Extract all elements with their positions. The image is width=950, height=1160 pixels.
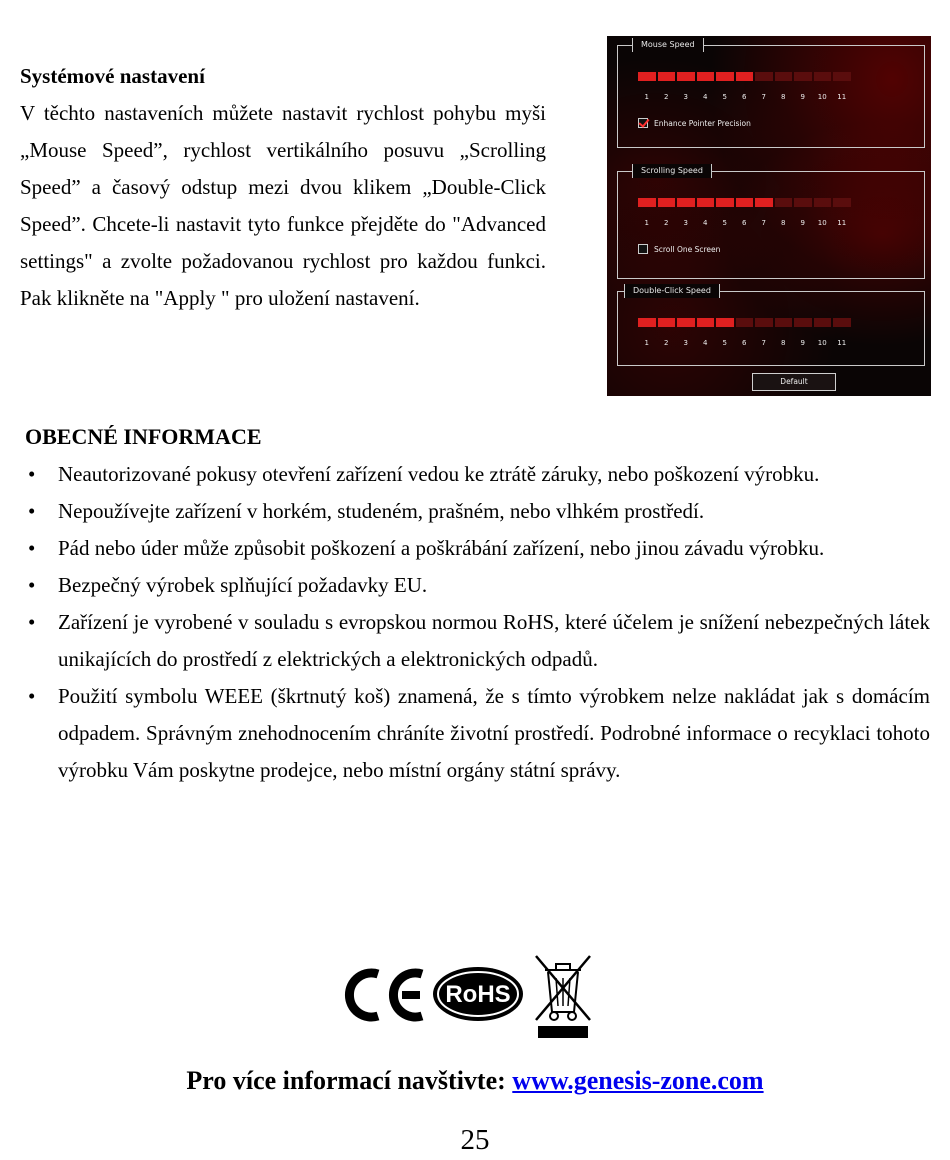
slider-segment[interactable]	[736, 72, 754, 81]
tick-label: 4	[703, 339, 708, 347]
tick-label: 9	[800, 93, 805, 101]
slider-segment[interactable]	[716, 318, 734, 327]
website-link[interactable]: www.genesis-zone.com	[512, 1066, 764, 1095]
tick-label: 11	[837, 339, 847, 347]
slider-segment[interactable]	[775, 198, 793, 207]
slider-segment[interactable]	[736, 198, 754, 207]
slider-segment[interactable]	[677, 72, 695, 81]
system-settings-title: Systémové nastavení	[20, 64, 205, 88]
info-list-item	[20, 456, 930, 493]
system-settings-section	[20, 58, 546, 317]
mouse-speed-slider[interactable]	[638, 72, 851, 81]
tick-label: 1	[644, 93, 649, 101]
tick-label: 4	[703, 219, 708, 227]
ce-mark-icon	[340, 966, 428, 1024]
tick-label: 5	[722, 219, 727, 227]
slider-segment[interactable]	[755, 72, 773, 81]
tick-label: 2	[664, 219, 669, 227]
tick-label: 9	[800, 219, 805, 227]
tick-label: 4	[703, 93, 708, 101]
slider-segment[interactable]	[638, 198, 656, 207]
general-info-list	[20, 456, 930, 789]
slider-segment[interactable]	[833, 198, 851, 207]
rohs-logo-icon	[432, 966, 524, 1022]
bullet-icon: •	[28, 536, 36, 560]
slider-segment[interactable]	[794, 72, 812, 81]
slider-segment[interactable]	[638, 72, 656, 81]
slider-segment[interactable]	[658, 318, 676, 327]
slider-segment[interactable]	[833, 72, 851, 81]
footer-visit	[0, 1066, 950, 1096]
slider-segment[interactable]	[677, 318, 695, 327]
scroll-one-screen-label: Scroll One Screen	[654, 244, 721, 254]
scrolling-speed-ticks	[638, 219, 851, 227]
slider-segment[interactable]	[697, 72, 715, 81]
tick-label: 2	[664, 339, 669, 347]
slider-segment[interactable]	[697, 318, 715, 327]
tick-label: 7	[761, 339, 766, 347]
rohs-logo-text	[340, 950, 341, 951]
svg-text:RoHS: RoHS	[445, 981, 511, 1008]
slider-segment[interactable]	[658, 72, 676, 81]
tick-label: 6	[742, 339, 747, 347]
tick-label: 3	[683, 93, 688, 101]
slider-segment[interactable]	[775, 318, 793, 327]
scroll-one-screen-option[interactable]	[638, 244, 720, 254]
info-list-item	[20, 604, 930, 678]
tick-label: 8	[781, 93, 786, 101]
info-item-text: Použití symbolu WEEE (škrtnutý koš) znamená, že s tímto výrobkem nelze nakládat jak s domácím odpadem. Správným znehodnocením chráníte životní prostředí. Podrobné informace o recyklaci tohoto výrobku Vám poskytne prodejce, nebo místní orgány státní správy.	[58, 684, 930, 782]
slider-segment[interactable]	[755, 198, 773, 207]
tick-label: 5	[722, 93, 727, 101]
slider-segment[interactable]	[794, 318, 812, 327]
scrolling-speed-label: Scrolling Speed	[632, 164, 712, 178]
bullet-icon: •	[28, 610, 36, 634]
slider-segment[interactable]	[697, 198, 715, 207]
double-click-speed-group	[617, 286, 925, 366]
tick-label: 7	[761, 219, 766, 227]
double-click-speed-label: Double-Click Speed	[624, 284, 720, 298]
page-number: 25	[460, 1124, 490, 1156]
slider-segment[interactable]	[638, 318, 656, 327]
tick-label: 8	[781, 219, 786, 227]
default-button[interactable]: Default	[752, 373, 836, 391]
general-info-title: OBECNÉ INFORMACE	[25, 424, 262, 449]
tick-label: 9	[800, 339, 805, 347]
system-settings-text: V těchto nastaveních můžete nastavit rychlost pohybu myši „Mouse Speed”, rychlost vertikálního posuvu „Scrolling Speed” a časový odstup mezi dvou klikem „Double-Click Speed”. Chcete-li nastavit tyto funkce přejděte do "Advanced settings" a zvolte požadovanou rychlost pro každou funkci. Pak klikněte na "Apply " pro uložení nastavení.	[20, 101, 546, 310]
slider-segment[interactable]	[658, 198, 676, 207]
info-list-item	[20, 493, 930, 530]
tick-label: 1	[644, 219, 649, 227]
slider-segment[interactable]	[716, 72, 734, 81]
info-item-text: Nepoužívejte zařízení v horkém, studeném, prašném, nebo vlhkém prostředí.	[58, 499, 705, 523]
tick-label: 11	[837, 219, 847, 227]
tick-label: 5	[722, 339, 727, 347]
tick-label: 8	[781, 339, 786, 347]
bullet-icon: •	[28, 499, 36, 523]
crossed-out-bin-icon	[532, 950, 594, 1040]
slider-segment[interactable]	[736, 318, 754, 327]
info-list-item	[20, 530, 930, 567]
info-item-text: Neautorizované pokusy otevření zařízení vedou ke ztrátě záruky, nebo poškození výrobku.	[58, 462, 820, 486]
tick-label: 11	[837, 93, 847, 101]
slider-segment[interactable]	[814, 198, 832, 207]
info-list-item	[20, 678, 930, 789]
enhance-pointer-precision-checkbox[interactable]	[638, 118, 648, 128]
tick-label: 6	[742, 93, 747, 101]
bullet-icon: •	[28, 573, 36, 597]
tick-label: 1	[644, 339, 649, 347]
slider-segment[interactable]	[677, 198, 695, 207]
slider-segment[interactable]	[716, 198, 734, 207]
slider-segment[interactable]	[833, 318, 851, 327]
settings-panel-screenshot	[607, 36, 931, 396]
slider-segment[interactable]	[814, 318, 832, 327]
mouse-speed-group	[617, 40, 925, 148]
ce-mark-text	[340, 950, 341, 951]
tick-label: 3	[683, 219, 688, 227]
double-click-speed-slider[interactable]	[638, 318, 851, 327]
mouse-speed-label: Mouse Speed	[632, 38, 704, 52]
bullet-icon: •	[28, 462, 36, 486]
slider-segment[interactable]	[775, 72, 793, 81]
tick-label: 10	[817, 219, 827, 227]
certification-logos	[340, 950, 610, 1040]
double-click-speed-ticks	[638, 339, 851, 347]
info-list-item	[20, 567, 930, 604]
enhance-pointer-precision-option[interactable]	[638, 118, 751, 128]
visit-text: Pro více informací navštivte:	[186, 1066, 506, 1095]
info-item-text: Bezpečný výrobek splňující požadavky EU.	[58, 573, 428, 597]
scrolling-speed-slider[interactable]	[638, 198, 851, 207]
info-item-text: Zařízení je vyrobené v souladu s evropskou normou RoHS, které účelem je snížení nebezpečných látek unikajících do prostředí z elektrických a elektronických odpadů.	[58, 610, 930, 671]
tick-label: 7	[761, 93, 766, 101]
scrolling-speed-group	[617, 166, 925, 279]
tick-label: 10	[817, 93, 827, 101]
tick-label: 10	[817, 339, 827, 347]
tick-label: 6	[742, 219, 747, 227]
slider-segment[interactable]	[755, 318, 773, 327]
bullet-icon: •	[28, 684, 36, 708]
mouse-speed-ticks	[638, 93, 851, 101]
slider-segment[interactable]	[814, 72, 832, 81]
slider-segment[interactable]	[794, 198, 812, 207]
tick-label: 2	[664, 93, 669, 101]
info-item-text: Pád nebo úder může způsobit poškození a poškrábání zařízení, nebo jinou závadu výrobku.	[58, 536, 825, 560]
scroll-one-screen-checkbox[interactable]	[638, 244, 648, 254]
tick-label: 3	[683, 339, 688, 347]
enhance-pointer-precision-label: Enhance Pointer Precision	[654, 118, 751, 128]
